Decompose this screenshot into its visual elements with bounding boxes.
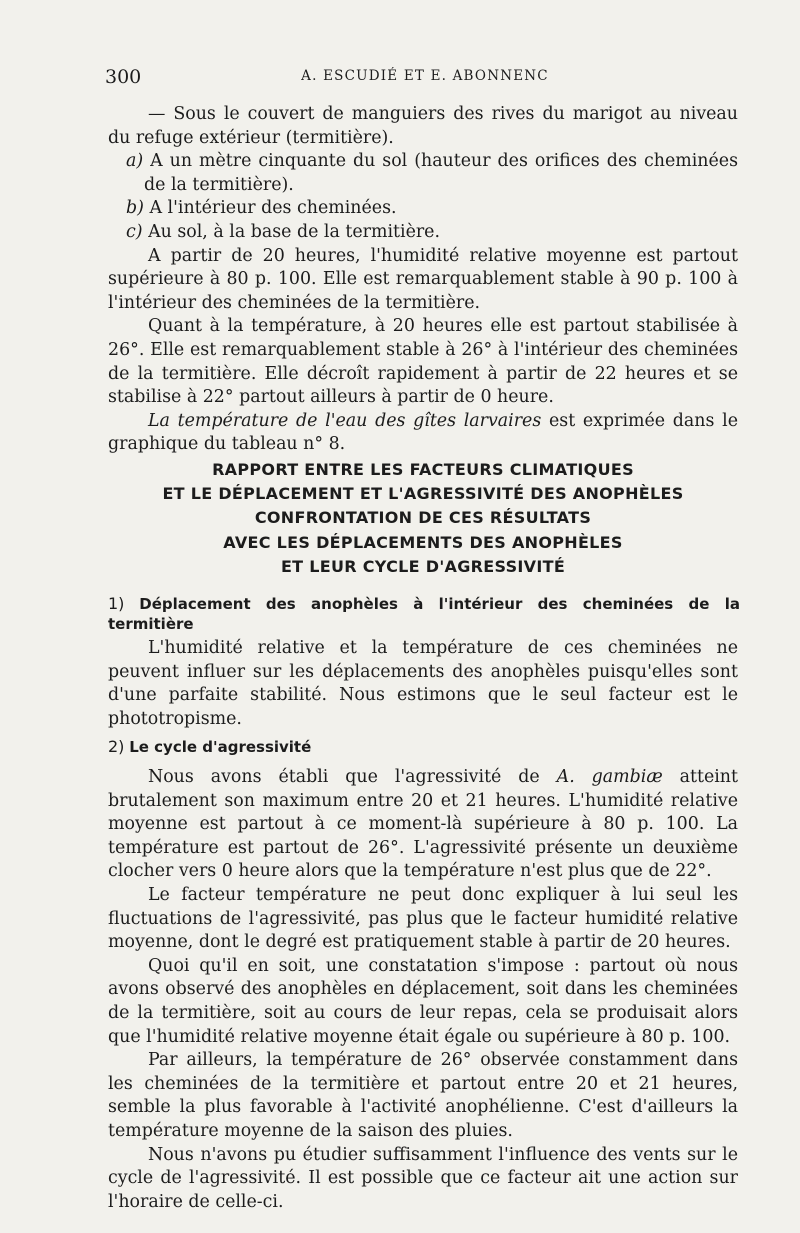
subsection-2-paragraph-4: Par ailleurs, la température de 26° observée constamment dans les cheminées de la termitière et partout entre 20 et 21 heures, semble la plus favorable à l'activité anophélienne. C'est d'ailleurs la température moyenne de la saison des pluies. (108, 1050, 738, 1141)
species-name: A. gambiæ (556, 767, 663, 787)
subsection-2-number: 2) (108, 737, 125, 756)
intro-block (108, 103, 738, 457)
subsection-2-paragraph-1 (108, 766, 738, 884)
paragraph-temperature: Quant à la température, à 20 heures elle est partout stabilisée à 26°. Elle est remarquablement stable à 26° à l'intérieur des cheminées de la termitière. Elle décroît rapidement à partir de 22 heures et se stabilise à 22° partout ailleurs à partir de 0 heure. (108, 316, 738, 408)
subsection-2-title: Le cycle d'agressivité (129, 738, 312, 756)
list-item-c (108, 221, 738, 245)
list-item-a (108, 150, 738, 197)
list-label-b: b) (126, 198, 144, 219)
section-heading-line: RAPPORT ENTRE LES FACTEURS CLIMATIQUES (212, 460, 634, 479)
paragraph-humidity: A partir de 20 heures, l'humidité relative moyenne est partout supérieure à 80 p. 100. Elle est remarquablement stable à 90 p. 100 à l'intérieur des cheminées de la termitière. (108, 245, 738, 313)
section-heading-line: AVEC LES DÉPLACEMENTS DES ANOPHÈLES (223, 532, 623, 552)
subsection-1-paragraph: L'humidité relative et la température de ces cheminées ne peuvent influer sur les déplacements des anophèles puisqu'elles sont d'une parfaite stabilité. Nous estimons que le seul facteur est le phototropisme. (108, 638, 738, 729)
subsection-1-heading (108, 594, 740, 634)
subsection-1-body (108, 637, 738, 731)
water-temperature-italic: La température de l'eau des gîtes larvaires (148, 410, 542, 431)
p1-after: atteint brutalement son maximum entre 20 et 21 heures. L'humidité relative moyenne est partout à ce moment-là supérieure à 80 p. 100. La température est partout de 26°. L'agressivité présente un deuxième clocher vers 0 heure alors que la température n'est plus que de 22°. (108, 767, 738, 882)
p1-before: Nous avons établi que l'agressivité de (148, 767, 557, 787)
section-heading-line: ET LEUR CYCLE D'AGRESSIVITÉ (280, 556, 566, 576)
subsection-2-paragraph-3: Quoi qu'il en soit, une constatation s'impose : partout où nous avons observé des anophèles en déplacement, soit dans les cheminées de la termitière, soit au cours de leur repas, cela se produisait alors que l'humidité relative moyenne était égale ou supérieure à 80 p. 100. (108, 955, 738, 1047)
subsection-1-title: Déplacement des anophèles à l'intérieur des cheminées de la termitière (108, 595, 740, 633)
running-title: A. ESCUDIÉ ET E. ABONNENC (301, 68, 549, 84)
intro-lead: — Sous le couvert de manguiers des rives du marigot au niveau du refuge extérieur (termitière). (108, 104, 738, 148)
list-label-c: c) (126, 221, 143, 242)
subsection-2-paragraph-5: Nous n'avons pu étudier suffisamment l'influence des vents sur le cycle de l'agressivité. Il est possible que ce facteur ait une action sur l'horaire de celle-ci. (108, 1144, 738, 1212)
water-temperature-rest: est exprimée dans le graphique du tableau n° 8. (108, 410, 738, 455)
section-heading-line: ET LE DÉPLACEMENT ET L'AGRESSIVITÉ DES ANOPHÈLES (162, 484, 684, 504)
list-label-a: a) (126, 151, 144, 172)
section-heading (108, 458, 738, 579)
list-item-b (108, 197, 738, 221)
list-text-c: Au sol, à la base de la termitière. (148, 221, 440, 242)
subsection-2-heading (108, 737, 740, 757)
list-text-a: A un mètre cinquante du sol (hauteur des orifices des cheminées de la termitière). (144, 151, 738, 195)
section-heading-line: CONFRONTATION DE CES RÉSULTATS (254, 508, 592, 528)
subsection-1-number: 1) (108, 594, 125, 613)
subsection-2-paragraph-2: Le facteur température ne peut donc expliquer à lui seul les fluctuations de l'agressivité, pas plus que le facteur humidité relative moyenne, dont le degré est pratiquement stable à partir de 20 heures. (108, 884, 738, 953)
paragraph-water-temperature (108, 410, 738, 457)
running-header (105, 66, 745, 90)
list-text-b: A l'intérieur des cheminées. (149, 198, 397, 219)
subsection-2-body (108, 766, 738, 1214)
page-number: 300 (105, 66, 142, 88)
